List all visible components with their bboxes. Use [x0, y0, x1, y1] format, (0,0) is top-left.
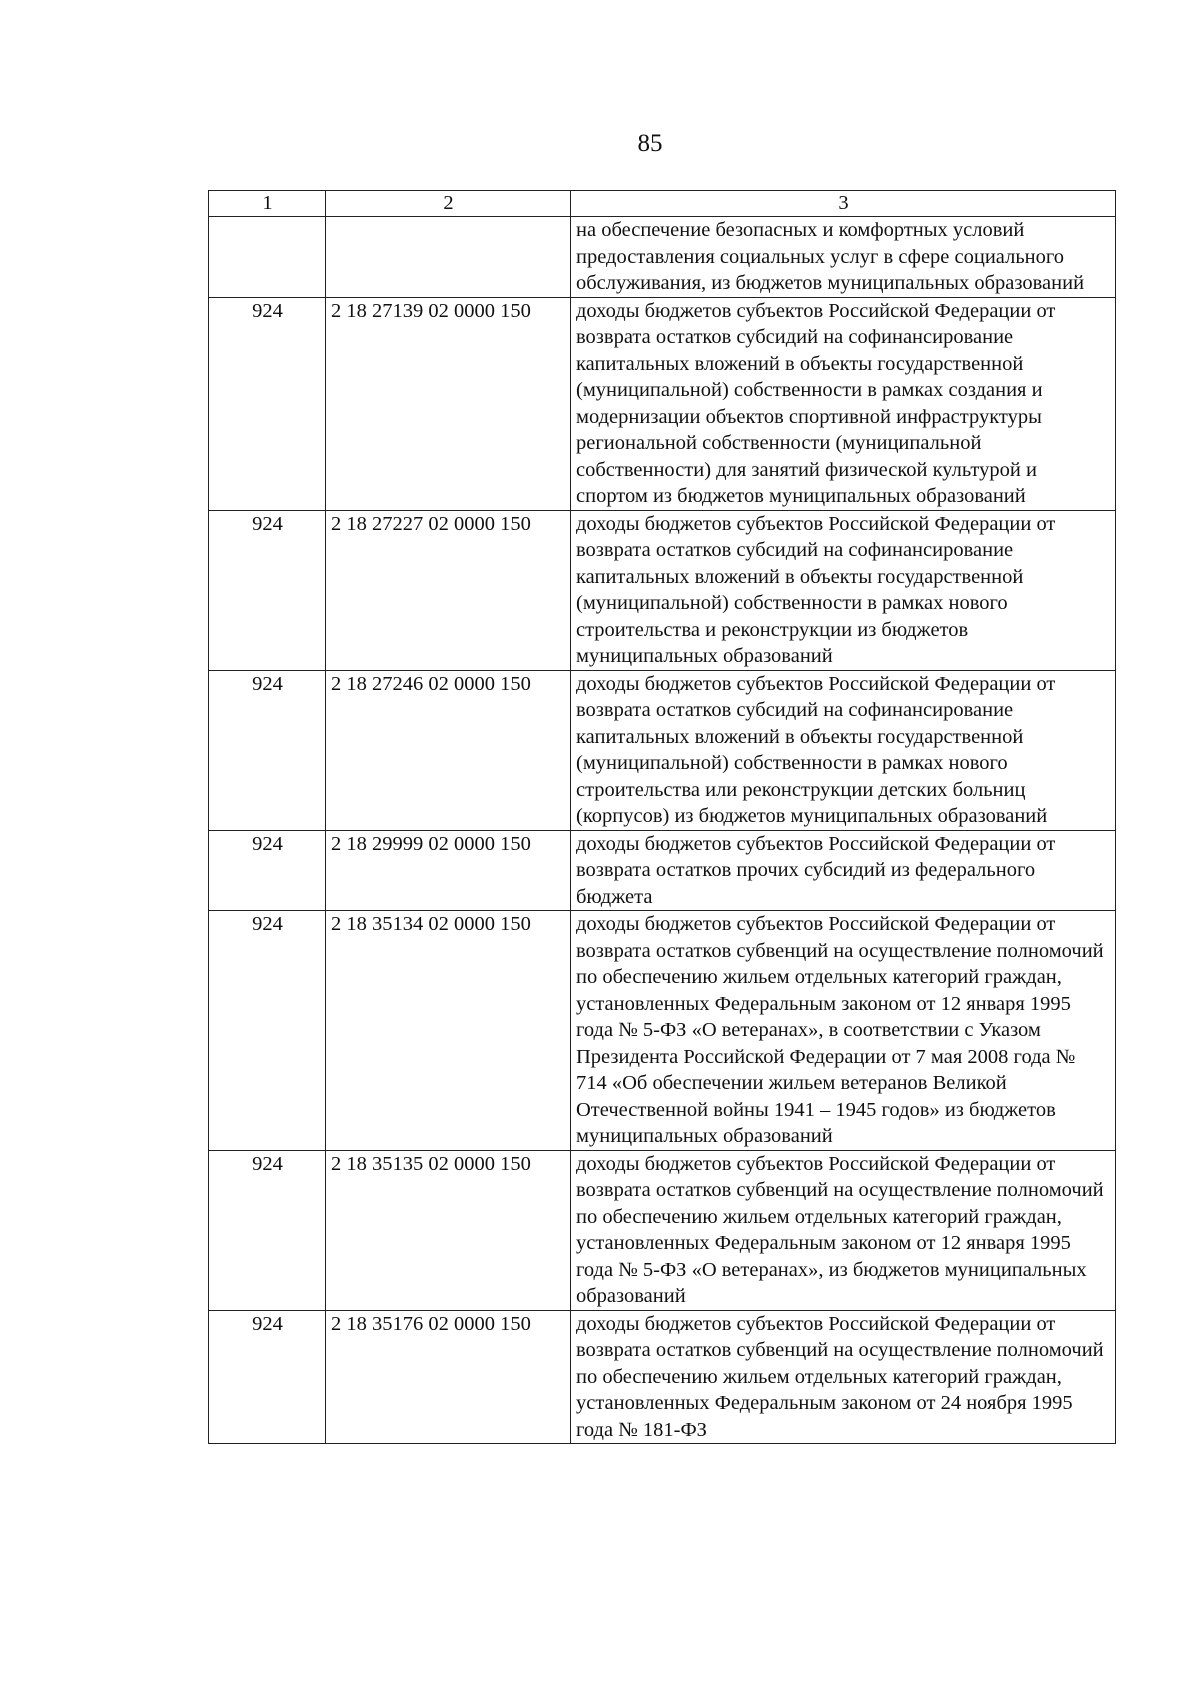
kbk-code-cell: 2 18 29999 02 0000 150: [326, 830, 571, 911]
table-body: [209, 217, 1116, 1444]
header-row: [209, 191, 1116, 217]
kbk-code-cell: 2 18 27139 02 0000 150: [326, 297, 571, 510]
header-col-1: 1: [209, 191, 326, 217]
description-cell: доходы бюджетов субъектов Российской Федерации от возврата остатков субвенций на осуществление полномочий по обеспечению жильем отдельных категорий граждан, установленных Федеральным законом от 12 января 1995 года № 5-ФЗ «О ветеранах», из бюджетов муниципальных образований: [571, 1150, 1116, 1310]
admin-code-cell: 924: [209, 1310, 326, 1444]
admin-code-cell: 924: [209, 297, 326, 510]
table-row: [209, 217, 1116, 298]
table-row: [209, 297, 1116, 510]
kbk-code-cell: 2 18 35135 02 0000 150: [326, 1150, 571, 1310]
table-row: [209, 670, 1116, 830]
description-cell: доходы бюджетов субъектов Российской Федерации от возврата остатков субсидий на софинансирование капитальных вложений в объекты государственной (муниципальной) собственности в рамках создания и модернизации объектов спортивной инфраструктуры региональной собственности (муниципальной собственности) для занятий физической культурой и спортом из бюджетов муниципальных образований: [571, 297, 1116, 510]
admin-code-cell: [209, 217, 326, 298]
header-col-2: 2: [326, 191, 571, 217]
table-row: [209, 911, 1116, 1151]
description-cell: доходы бюджетов субъектов Российской Федерации от возврата остатков субвенций на осуществление полномочий по обеспечению жильем отдельных категорий граждан, установленных Федеральным законом от 12 января 1995 года № 5-ФЗ «О ветеранах», в соответствии с Указом Президента Российской Федерации от 7 мая 2008 года № 714 «Об обеспечении жильем ветеранов Великой Отечественной войны 1941 – 1945 годов» из бюджетов муниципальных образований: [571, 911, 1116, 1151]
admin-code-cell: 924: [209, 911, 326, 1151]
description-cell: доходы бюджетов субъектов Российской Федерации от возврата остатков субсидий на софинансирование капитальных вложений в объекты государственной (муниципальной) собственности в рамках нового строительства и реконструкции из бюджетов муниципальных образований: [571, 510, 1116, 670]
budget-revenue-table: [208, 190, 1116, 1444]
table-row: [209, 1310, 1116, 1444]
admin-code-cell: 924: [209, 830, 326, 911]
description-cell: доходы бюджетов субъектов Российской Федерации от возврата остатков субсидий на софинансирование капитальных вложений в объекты государственной (муниципальной) собственности в рамках нового строительства или реконструкции детских больниц (корпусов) из бюджетов муниципальных образований: [571, 670, 1116, 830]
kbk-code-cell: [326, 217, 571, 298]
kbk-code-cell: 2 18 35176 02 0000 150: [326, 1310, 571, 1444]
table-row: [209, 510, 1116, 670]
table-row: [209, 830, 1116, 911]
admin-code-cell: 924: [209, 670, 326, 830]
table-row: [209, 1150, 1116, 1310]
admin-code-cell: 924: [209, 1150, 326, 1310]
description-cell: доходы бюджетов субъектов Российской Федерации от возврата остатков субвенций на осуществление полномочий по обеспечению жильем отдельных категорий граждан, установленных Федеральным законом от 24 ноября 1995 года № 181-ФЗ: [571, 1310, 1116, 1444]
description-cell: на обеспечение безопасных и комфортных условий предоставления социальных услуг в сфере социального обслуживания, из бюджетов муниципальных образований: [571, 217, 1116, 298]
description-cell: доходы бюджетов субъектов Российской Федерации от возврата остатков прочих субсидий из федерального бюджета: [571, 830, 1116, 911]
kbk-code-cell: 2 18 27227 02 0000 150: [326, 510, 571, 670]
page-number: 85: [637, 130, 663, 157]
admin-code-cell: 924: [209, 510, 326, 670]
header-col-3: 3: [571, 191, 1116, 217]
table-header: [209, 191, 1116, 217]
kbk-code-cell: 2 18 27246 02 0000 150: [326, 670, 571, 830]
kbk-code-cell: 2 18 35134 02 0000 150: [326, 911, 571, 1151]
